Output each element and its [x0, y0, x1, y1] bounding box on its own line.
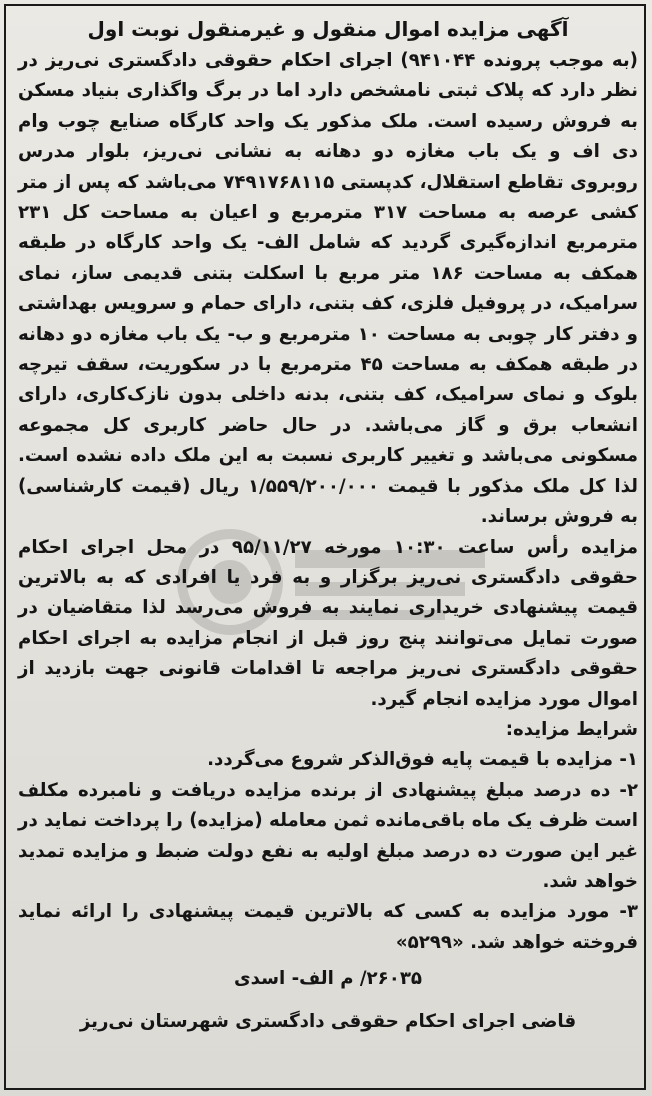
condition-item-1: ۱- مزایده با قیمت پایه فوق‌الذکر شروع می‌گردد.: [207, 749, 638, 771]
condition-item-3: ۳- مورد مزایده به کسی که بالاترین قیمت پیشنهادی را ارائه نماید فروخته خواهد شد. «۵۲۹۹»: [18, 901, 638, 953]
condition-item-2: ۲- ده درصد مبلغ پیشنهادی از برنده مزایده دریافت و نامبرده مکلف است ظرف یک ماه باقی‌مانده ثمن معامله (مزایده) را پرداخت نماید در غیر این صورت ده درصد مبلغ اولیه به نفع دولت ضبط و مزایده تمدید خواهد شد.: [18, 779, 638, 892]
notice-content: [18, 14, 638, 1037]
notice-title: آگهی مزایده اموال منقول و غیرمنقول نوبت اول: [87, 17, 569, 41]
conditions-title: شرایط مزایده:: [505, 718, 638, 740]
reference-number: ۲۶۰۳۵/ م الف- اسدی: [233, 968, 423, 990]
signature-line: قاضی اجرای احکام حقوقی دادگستری شهرستان نی‌ریز: [79, 1010, 577, 1032]
auction-details: مزایده رأس ساعت ۱۰:۳۰ مورخه ۹۵/۱۱/۲۷ در محل اجرای احکام حقوقی دادگستری نی‌ریز برگزار و به فرد یا افرادی که به بالاترین قیمت پیشنهادی خریداری نمایند به فروش می‌رسد لذا متقاضیان در صورت تمایل می‌توانند پنج روز قبل از انجام مزایده به اجرای احکام حقوقی دادگستری نی‌ریز مراجعه تا اقدامات قانونی جهت بازدید از اموال مورد مزایده انجام گیرد.: [18, 536, 639, 710]
notice-body: (به موجب پرونده ۹۴۱۰۴۴) اجرای احکام حقوقی دادگستری نی‌ریز در نظر دارد که پلاک ثبتی نامشخص دارد اما در برگ واگذاری بنیاد مسکن به فروش رسیده است. ملک مذکور یک واحد کارگاه صنایع چوب وام دی اف و یک باب مغازه دو دهانه به نشانی نی‌ریز، بلوار مدرس روبروی تقاطع استقلال، کدپستی ۷۴۹۱۷۶۸۱۱۵ می‌باشد که پس از متر کشی عرصه به مساحت ۳۱۷ مترمربع و اعیان به مساحت کل ۲۳۱ مترمربع اندازه‌گیری گردید که شامل الف- یک واحد کارگاه در طبقه همکف به مساحت ۱۸۶ متر مربع با اسکلت بتنی قدیمی ساز، نمای سرامیک، در پروفیل فلزی، کف بتنی، دارای حمام و سرویس بهداشتی و دفتر کار چوبی به مساحت ۱۰ مترمربع و ب- یک باب مغازه دو دهانه در طبقه همکف به مساحت ۴۵ مترمربع با در سکوریت، سقف تیرچه بلوک و نمای سرامیک، کف بتنی، بدنه داخلی بدون نازک‌کاری، دارای انشعاب برق و گاز می‌باشد. در حال حاضر کاربری کل مجموعه مسکونی می‌باشد و تغییر کاربری نسبت به این ملک داده نشده است. لذا کل ملک مذکور با قیمت ۱/۵۵۹/۲۰۰/۰۰۰ ریال (قیمت کارشناسی) به فروش برساند.: [18, 50, 639, 528]
